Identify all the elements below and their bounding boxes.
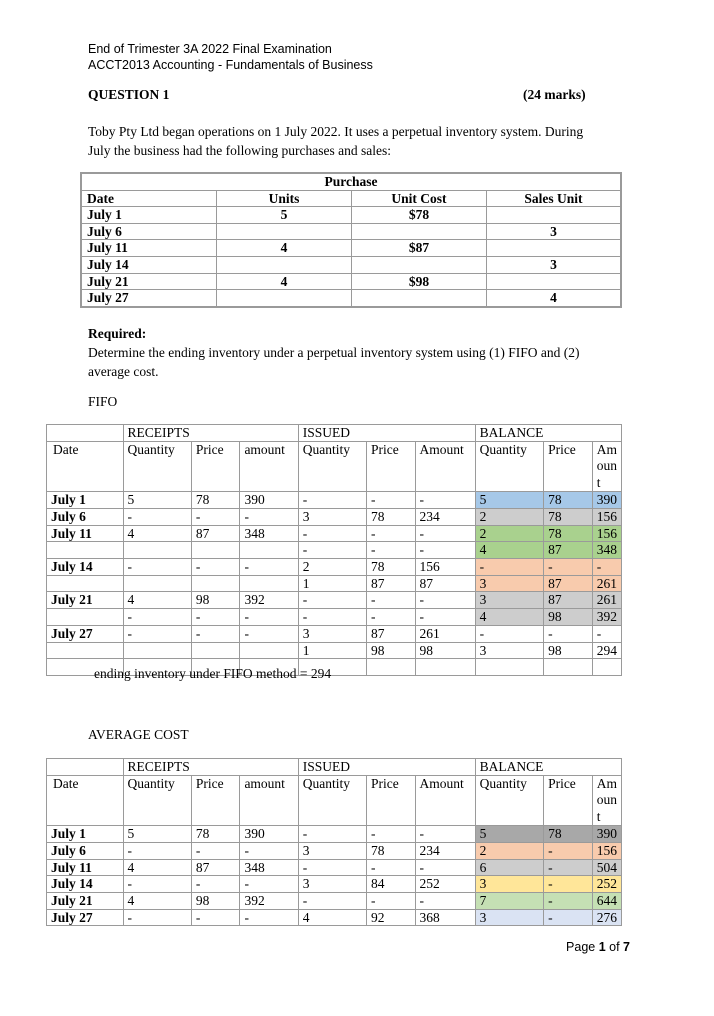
receipts-quantity-cell: 4 (123, 893, 191, 910)
issued-quantity-cell: - (298, 542, 366, 559)
receipts-amount-cell: - (240, 842, 298, 859)
issued-price-cell: - (367, 826, 416, 843)
purchase-units-cell (217, 223, 352, 240)
corner-cell (47, 759, 124, 776)
table-row (47, 508, 622, 525)
issued-price-cell: - (367, 859, 416, 876)
footer-of: of (605, 940, 624, 954)
table-row (47, 876, 622, 893)
group-header-issued: ISSUED (298, 759, 475, 776)
question-title: QUESTION 1 (88, 87, 170, 102)
table-row (47, 625, 622, 642)
purchase-sales-unit-cell (487, 240, 622, 257)
date-header: Date (47, 775, 124, 826)
issued-amount-cell: 261 (415, 625, 475, 642)
balance-quantity-cell: 5 (475, 826, 543, 843)
issued-quantity-cell: 2 (298, 559, 366, 576)
balance-quantity-cell: 7 (475, 893, 543, 910)
purchase-unit-cost-cell: $78 (352, 207, 487, 224)
receipts-price-cell: - (191, 508, 240, 525)
intro-text (88, 122, 638, 160)
balance-price-cell: 87 (544, 592, 593, 609)
average-cost-table (46, 758, 622, 926)
receipts-quantity-cell: - (123, 876, 191, 893)
receipts-amount-cell: - (240, 609, 298, 626)
page-footer (566, 940, 630, 954)
issued-price-cell: - (367, 542, 416, 559)
balance-amount-cell: 390 (592, 492, 621, 509)
table-row (47, 893, 622, 910)
date-cell (47, 609, 124, 626)
intro-line-2: July the business had the following purchases and sales: (88, 143, 391, 158)
table-row (47, 492, 622, 509)
receipts-quantity-cell: - (123, 909, 191, 926)
purchase-table-title: Purchase (81, 173, 621, 190)
column-header-row (47, 775, 622, 826)
purchase-date-cell: July 27 (81, 290, 217, 307)
table-row (47, 859, 622, 876)
receipts-quantity-cell: 4 (123, 592, 191, 609)
purchase-date-cell: July 21 (81, 273, 217, 290)
balance-price-cell: 98 (544, 642, 593, 659)
balance-price-cell: - (544, 876, 593, 893)
issued-quantity-cell: - (298, 525, 366, 542)
issued-amount-cell: - (415, 859, 475, 876)
balance-price-cell: 78 (544, 508, 593, 525)
issued-amount-cell: - (415, 525, 475, 542)
receipts-price-cell (191, 542, 240, 559)
date-cell: July 14 (47, 876, 124, 893)
receipts-amount-cell: - (240, 876, 298, 893)
balance-price-cell: - (544, 625, 593, 642)
balance-amount-cell: 348 (592, 542, 621, 559)
balance-price-cell: - (544, 909, 593, 926)
balance-amount-cell: 294 (592, 642, 621, 659)
group-header-receipts: RECEIPTS (123, 425, 298, 442)
balance-price-cell: 87 (544, 542, 593, 559)
balance-amount-header: Amount (592, 775, 621, 826)
receipts-quantity-cell: 4 (123, 859, 191, 876)
question-marks: (24 marks) (523, 87, 586, 102)
group-header-balance: BALANCE (475, 425, 621, 442)
column-header-row (47, 441, 622, 492)
purchase-row (81, 207, 621, 224)
receipts-quantity-cell: 5 (123, 826, 191, 843)
balance-price-cell: 98 (544, 609, 593, 626)
issued-quantity-cell: 3 (298, 625, 366, 642)
issued-price-cell: - (367, 592, 416, 609)
receipts-amount-cell (240, 642, 298, 659)
col-header-units: Units (217, 190, 352, 207)
balance-amount-header: Amount (592, 441, 621, 492)
receipts-quantity-cell: - (123, 508, 191, 525)
purchase-units-cell: 4 (217, 273, 352, 290)
receipts-price-cell: - (191, 625, 240, 642)
purchase-row (81, 223, 621, 240)
balance-price-cell: - (544, 559, 593, 576)
corner-cell (47, 425, 124, 442)
issued-quantity-cell: 3 (298, 508, 366, 525)
receipts-amount-cell: - (240, 909, 298, 926)
issued-quantity-cell: 1 (298, 575, 366, 592)
receipts-price-cell: 98 (191, 592, 240, 609)
balance-amount-cell: - (592, 625, 621, 642)
date-cell: July 27 (47, 625, 124, 642)
balance-price-cell: 78 (544, 826, 593, 843)
date-cell (47, 642, 124, 659)
purchase-date-cell: July 11 (81, 240, 217, 257)
issued-quantity-cell: 1 (298, 642, 366, 659)
issued-price-cell: 87 (367, 575, 416, 592)
exam-title: End of Trimester 3A 2022 Final Examination (88, 42, 332, 56)
footer-prefix: Page (566, 940, 599, 954)
issued-price-cell: 98 (367, 642, 416, 659)
issued-price-cell: 92 (367, 909, 416, 926)
table-row (47, 826, 622, 843)
receipts-amount-cell: 392 (240, 592, 298, 609)
issued-quantity-cell: 4 (298, 909, 366, 926)
issued-price-cell: - (367, 525, 416, 542)
average-heading: AVERAGE COST (88, 727, 189, 742)
receipts-price-cell (191, 575, 240, 592)
purchase-unit-cost-cell (352, 223, 487, 240)
issued-price-cell: 78 (367, 559, 416, 576)
issued-amount-cell: - (415, 893, 475, 910)
receipts-amount-cell: 348 (240, 525, 298, 542)
purchase-row (81, 240, 621, 257)
purchase-units-cell: 4 (217, 240, 352, 257)
purchase-table-header (81, 190, 621, 207)
balance-quantity-cell: 5 (475, 492, 543, 509)
issued-amount-header: Amount (415, 775, 475, 826)
balance-price-cell: - (544, 859, 593, 876)
receipts-price-cell: 98 (191, 893, 240, 910)
purchase-units-cell (217, 290, 352, 307)
receipts-price-cell: 87 (191, 525, 240, 542)
purchase-date-cell: July 14 (81, 256, 217, 273)
date-cell: July 6 (47, 508, 124, 525)
group-header-row (47, 425, 622, 442)
receipts-amount-cell: 348 (240, 859, 298, 876)
balance-amount-cell: 504 (592, 859, 621, 876)
balance-amount-cell: 644 (592, 893, 621, 910)
receipts-quantity-cell: - (123, 559, 191, 576)
purchase-table (80, 172, 622, 308)
purchase-units-cell: 5 (217, 207, 352, 224)
receipts-quantity-cell (123, 542, 191, 559)
balance-amount-cell: 261 (592, 592, 621, 609)
issued-price-header: Price (367, 441, 416, 492)
balance-price-header: Price (544, 775, 593, 826)
issued-quantity-header: Quantity (298, 441, 366, 492)
required-line-1: Determine the ending inventory under a perpetual inventory system using (1) FIFO and (2) (88, 345, 580, 360)
issued-amount-cell: - (415, 826, 475, 843)
group-header-receipts: RECEIPTS (123, 759, 298, 776)
purchase-units-cell (217, 256, 352, 273)
issued-price-cell: - (367, 492, 416, 509)
issued-amount-cell: - (415, 492, 475, 509)
issued-price-cell: 78 (367, 842, 416, 859)
fifo-table (46, 424, 622, 676)
issued-price-cell: 84 (367, 876, 416, 893)
balance-quantity-cell: - (475, 559, 543, 576)
purchase-sales-unit-cell: 3 (487, 256, 622, 273)
issued-price-cell (367, 659, 416, 676)
purchase-row (81, 290, 621, 307)
receipts-price-cell: - (191, 609, 240, 626)
table-row (47, 909, 622, 926)
balance-price-cell (544, 659, 593, 676)
balance-amount-cell: 252 (592, 876, 621, 893)
purchase-unit-cost-cell: $87 (352, 240, 487, 257)
receipts-quantity-cell: - (123, 625, 191, 642)
intro-line-1: Toby Pty Ltd began operations on 1 July 2022. It uses a perpetual inventory system. During (88, 124, 584, 139)
issued-price-header: Price (367, 775, 416, 826)
date-cell: July 21 (47, 893, 124, 910)
balance-quantity-cell: 2 (475, 525, 543, 542)
issued-quantity-cell: - (298, 893, 366, 910)
receipts-amount-cell: 392 (240, 893, 298, 910)
receipts-price-header: Price (191, 441, 240, 492)
group-header-balance: BALANCE (475, 759, 621, 776)
table-row (47, 525, 622, 542)
purchase-sales-unit-cell (487, 207, 622, 224)
purchase-unit-cost-cell (352, 256, 487, 273)
balance-quantity-cell: 4 (475, 609, 543, 626)
balance-quantity-cell: 6 (475, 859, 543, 876)
table-row (47, 609, 622, 626)
receipts-quantity-cell: 5 (123, 492, 191, 509)
balance-price-header: Price (544, 441, 593, 492)
issued-quantity-header: Quantity (298, 775, 366, 826)
purchase-date-cell: July 6 (81, 223, 217, 240)
balance-quantity-cell: 2 (475, 508, 543, 525)
issued-amount-cell: 234 (415, 842, 475, 859)
date-cell: July 11 (47, 525, 124, 542)
fifo-result: ending inventory under FIFO method = 294 (94, 666, 332, 681)
table-row (47, 559, 622, 576)
date-cell: July 14 (47, 559, 124, 576)
receipts-amount-cell (240, 575, 298, 592)
balance-quantity-header: Quantity (475, 441, 543, 492)
balance-quantity-cell: 3 (475, 876, 543, 893)
purchase-date-cell: July 1 (81, 207, 217, 224)
balance-quantity-cell: 2 (475, 842, 543, 859)
receipts-price-cell: 78 (191, 826, 240, 843)
table-row (47, 642, 622, 659)
issued-amount-cell: - (415, 542, 475, 559)
receipts-quantity-header: Quantity (123, 775, 191, 826)
receipts-price-cell (191, 642, 240, 659)
receipts-quantity-cell: 4 (123, 525, 191, 542)
date-header: Date (47, 441, 124, 492)
issued-quantity-cell: - (298, 826, 366, 843)
col-header-unit-cost: Unit Cost (352, 190, 487, 207)
receipts-amount-cell: 390 (240, 826, 298, 843)
balance-price-cell: 78 (544, 525, 593, 542)
date-cell: July 27 (47, 909, 124, 926)
balance-amount-cell: 156 (592, 508, 621, 525)
fifo-heading: FIFO (88, 394, 118, 409)
group-header-issued: ISSUED (298, 425, 475, 442)
date-cell: July 6 (47, 842, 124, 859)
balance-amount-cell: - (592, 559, 621, 576)
receipts-quantity-cell: - (123, 609, 191, 626)
balance-quantity-cell: - (475, 625, 543, 642)
balance-amount-cell: 156 (592, 842, 621, 859)
issued-quantity-cell: 3 (298, 876, 366, 893)
issued-quantity-cell: - (298, 592, 366, 609)
balance-amount-cell: 261 (592, 575, 621, 592)
issued-amount-cell: 368 (415, 909, 475, 926)
issued-amount-cell: 156 (415, 559, 475, 576)
receipts-price-cell: 87 (191, 859, 240, 876)
table-row (47, 592, 622, 609)
course-title: ACCT2013 Accounting - Fundamentals of Business (88, 58, 373, 72)
date-cell: July 11 (47, 859, 124, 876)
purchase-unit-cost-cell: $98 (352, 273, 487, 290)
balance-quantity-cell: 3 (475, 592, 543, 609)
balance-price-cell: 87 (544, 575, 593, 592)
receipts-quantity-header: Quantity (123, 441, 191, 492)
required-line-2: average cost. (88, 364, 159, 379)
receipts-amount-cell: - (240, 625, 298, 642)
receipts-amount-cell: - (240, 508, 298, 525)
issued-amount-cell: 234 (415, 508, 475, 525)
balance-amount-cell: 276 (592, 909, 621, 926)
group-header-row (47, 759, 622, 776)
receipts-amount-cell: - (240, 559, 298, 576)
balance-price-cell: 78 (544, 492, 593, 509)
required-text (88, 343, 633, 381)
date-cell: July 1 (47, 492, 124, 509)
issued-quantity-cell: - (298, 609, 366, 626)
balance-quantity-cell (475, 659, 543, 676)
purchase-row (81, 273, 621, 290)
issued-price-cell: - (367, 893, 416, 910)
issued-price-cell: 78 (367, 508, 416, 525)
balance-quantity-cell: 3 (475, 575, 543, 592)
date-cell: July 21 (47, 592, 124, 609)
receipts-quantity-cell (123, 642, 191, 659)
table-row (47, 542, 622, 559)
balance-quantity-cell: 3 (475, 642, 543, 659)
issued-amount-cell: 87 (415, 575, 475, 592)
balance-amount-cell: 156 (592, 525, 621, 542)
issued-quantity-cell: 3 (298, 842, 366, 859)
issued-price-cell: 87 (367, 625, 416, 642)
receipts-quantity-cell (123, 575, 191, 592)
purchase-sales-unit-cell: 4 (487, 290, 622, 307)
purchase-sales-unit-cell: 3 (487, 223, 622, 240)
receipts-amount-header: amount (240, 775, 298, 826)
receipts-price-cell: - (191, 909, 240, 926)
balance-amount-cell: 390 (592, 826, 621, 843)
receipts-amount-cell: 390 (240, 492, 298, 509)
required-label: Required: (88, 326, 147, 341)
table-row (47, 842, 622, 859)
date-cell: July 1 (47, 826, 124, 843)
issued-amount-cell: 252 (415, 876, 475, 893)
table-row (47, 575, 622, 592)
receipts-price-cell: - (191, 842, 240, 859)
issued-amount-cell: - (415, 592, 475, 609)
issued-amount-header: Amount (415, 441, 475, 492)
receipts-amount-cell (240, 542, 298, 559)
receipts-quantity-cell: - (123, 842, 191, 859)
balance-quantity-cell: 4 (475, 542, 543, 559)
footer-page-number: 1 (598, 940, 606, 954)
receipts-price-cell: - (191, 559, 240, 576)
receipts-amount-header: amount (240, 441, 298, 492)
issued-price-cell: - (367, 609, 416, 626)
issued-quantity-cell: - (298, 492, 366, 509)
purchase-unit-cost-cell (352, 290, 487, 307)
receipts-price-header: Price (191, 775, 240, 826)
date-cell (47, 542, 124, 559)
issued-quantity-cell: - (298, 859, 366, 876)
issued-amount-cell: 98 (415, 642, 475, 659)
col-header-sales-unit: Sales Unit (487, 190, 622, 207)
balance-price-cell: - (544, 893, 593, 910)
receipts-price-cell: - (191, 876, 240, 893)
balance-quantity-cell: 3 (475, 909, 543, 926)
balance-amount-cell (592, 659, 621, 676)
purchase-sales-unit-cell (487, 273, 622, 290)
footer-page-total: 7 (623, 940, 630, 954)
issued-amount-cell: - (415, 609, 475, 626)
date-cell (47, 575, 124, 592)
balance-price-cell: - (544, 842, 593, 859)
receipts-price-cell: 78 (191, 492, 240, 509)
balance-quantity-header: Quantity (475, 775, 543, 826)
balance-amount-cell: 392 (592, 609, 621, 626)
purchase-row (81, 256, 621, 273)
col-header-date: Date (81, 190, 217, 207)
issued-amount-cell (415, 659, 475, 676)
